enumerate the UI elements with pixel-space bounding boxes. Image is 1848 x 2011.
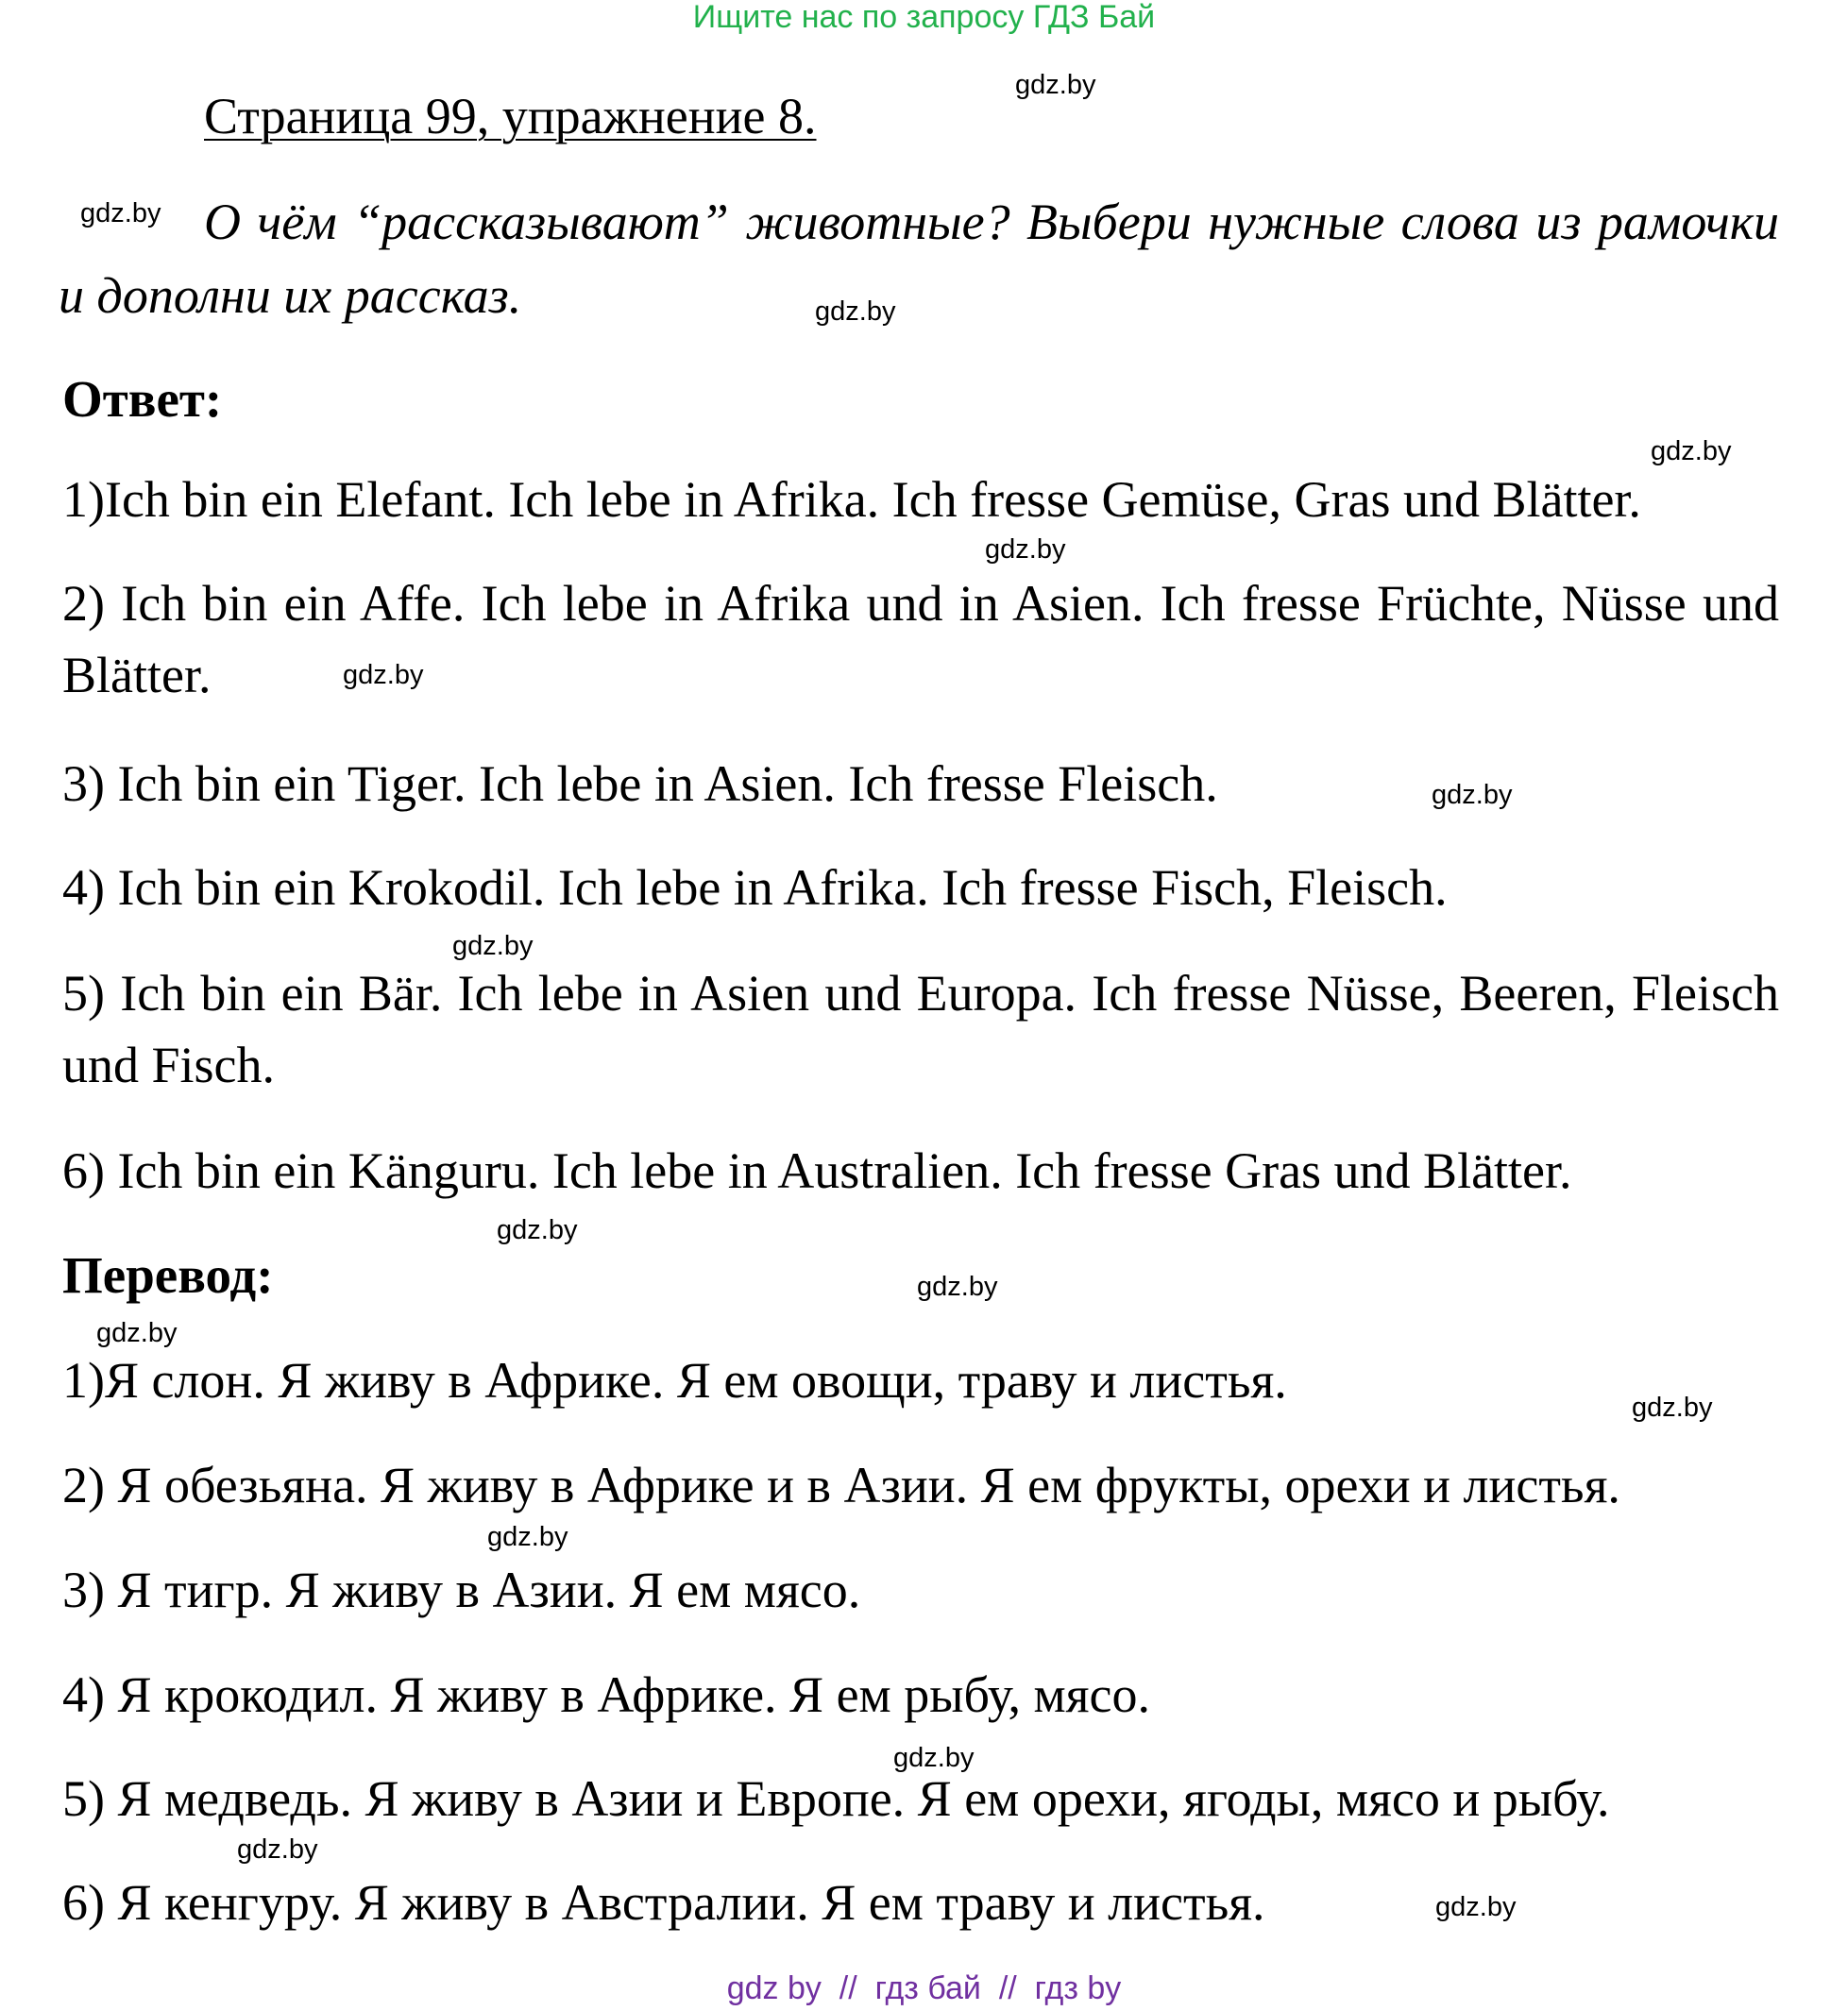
page-title: Страница 99, упражнение 8. xyxy=(204,88,817,144)
watermark: gdz.by xyxy=(96,1318,178,1348)
answer-2: 2) Ich bin ein Affe. Ich lebe in Afrika und in Asien. Ich fresse Früchte, Nüsse und Blätter. xyxy=(62,575,1779,703)
translation-2: 2) Я обезьяна. Я живу в Африке и в Азии. Я ем фрукты, орехи и листья. xyxy=(62,1457,1620,1513)
watermark: gdz.by xyxy=(80,198,161,228)
watermark: gdz.by xyxy=(893,1743,975,1773)
watermark: gdz.by xyxy=(1015,70,1096,100)
answer-4: 4) Ich bin ein Krokodil. Ich lebe in Afrika. Ich fresse Fisch, Fleisch. xyxy=(62,859,1448,916)
watermark: gdz.by xyxy=(1632,1393,1713,1423)
translation-3: 3) Я тигр. Я живу в Азии. Я ем мясо. xyxy=(62,1562,861,1618)
watermark: gdz.by xyxy=(985,534,1066,565)
top-banner: Ищите нас по запросу ГДЗ Бай xyxy=(692,0,1156,35)
watermark: gdz.by xyxy=(237,1834,318,1865)
translation-1: 1)Я слон. Я живу в Африке. Я ем овощи, траву и листья. xyxy=(62,1352,1287,1409)
task-text: О чём “рассказывают” животные? Выбери нужные слова из рамочки и дополни их рассказ. xyxy=(59,194,1779,324)
answer-3: 3) Ich bin ein Tiger. Ich lebe in Asien. Ich fresse Fleisch. xyxy=(62,755,1218,812)
watermark: gdz.by xyxy=(343,660,424,690)
watermark: gdz.by xyxy=(1651,436,1732,466)
watermark: gdz.by xyxy=(815,296,896,327)
watermark: gdz.by xyxy=(1435,1892,1517,1922)
translation-heading: Перевод: xyxy=(62,1246,274,1304)
watermark: gdz.by xyxy=(497,1215,578,1245)
translation-5: 5) Я медведь. Я живу в Азии и Европе. Я ем орехи, ягоды, мясо и рыбу. xyxy=(62,1770,1610,1827)
translation-6: 6) Я кенгуру. Я живу в Австралии. Я ем траву и листья. xyxy=(62,1874,1265,1931)
watermark: gdz.by xyxy=(1432,780,1513,810)
translation-4: 4) Я крокодил. Я живу в Африке. Я ем рыбу, мясо. xyxy=(62,1666,1150,1723)
answer-1: 1)Ich bin ein Elefant. Ich lebe in Afrika. Ich fresse Gemüse, Gras und Blätter. xyxy=(62,471,1641,528)
watermark: gdz.by xyxy=(917,1272,998,1302)
footer: gdz by // гдз бай // гдз by xyxy=(726,1970,1122,2006)
answer-6: 6) Ich bin ein Känguru. Ich lebe in Australien. Ich fresse Gras und Blätter. xyxy=(62,1142,1572,1199)
watermark: gdz.by xyxy=(452,931,534,961)
watermark: gdz.by xyxy=(487,1522,568,1552)
answer-heading: Ответ: xyxy=(62,370,223,428)
answer-5: 5) Ich bin ein Bär. Ich lebe in Asien und Europa. Ich fresse Nüsse, Beeren, Fleisch und Fisch. xyxy=(62,965,1779,1093)
